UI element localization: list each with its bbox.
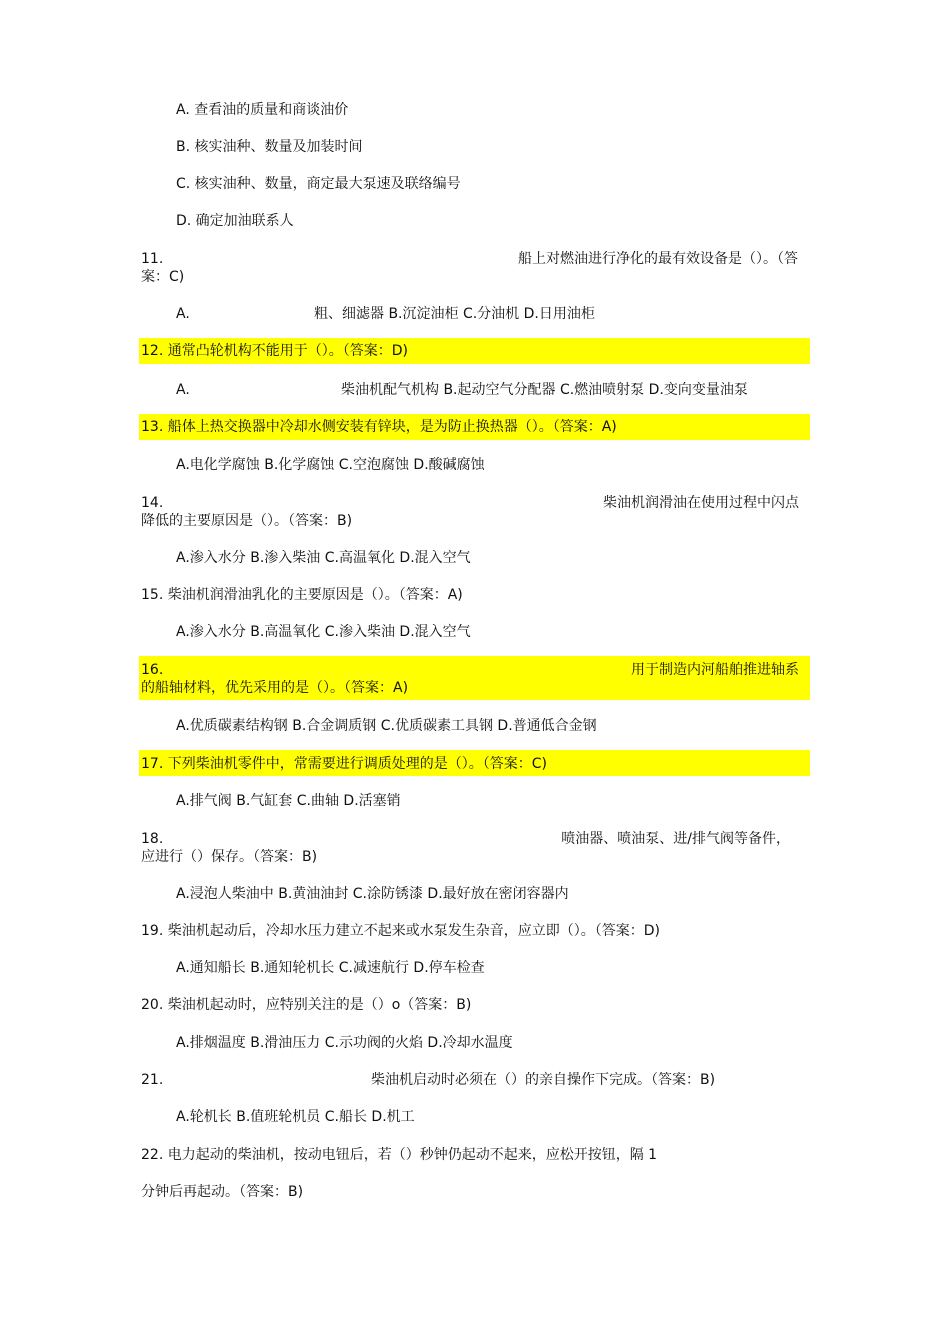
q17-question: 17. 下列柴油机零件中，常需要进行调质处理的是（）。（答案：C) [141, 756, 547, 772]
q16-question-cont: 的船轴材料，优先采用的是（）。（答案：A) [141, 680, 409, 696]
q15-question: 15. 柴油机润滑油乳化的主要原因是（）。（答案：A) [141, 587, 463, 603]
q21-options: A.轮机长 B.值班轮机员 C.船长 D.机工 [176, 1109, 415, 1125]
q16-question: 用于制造内河船舶推进轴系 [631, 662, 799, 678]
q10-option-a: A. 查看油的质量和商谈油价 [176, 102, 349, 118]
q18-options: A.浸泡人柴油中 B.黄油油封 C.涂防锈漆 D.最好放在密闭容器内 [176, 886, 569, 902]
q11-number: 11. [141, 251, 164, 267]
q18-number: 18. [141, 831, 164, 847]
q13-options: A.电化学腐蚀 B.化学腐蚀 C.空泡腐蚀 D.酸碱腐蚀 [176, 457, 485, 473]
q10-option-d: D. 确定加油联系人 [176, 213, 294, 229]
q20-question: 20. 柴油机起动时，应特别关注的是（）o（答案：B) [141, 997, 472, 1013]
q21-question: 柴油机启动时必须在（）的亲自操作下完成。（答案：B) [371, 1072, 716, 1088]
q14-options: A.渗入水分 B.渗入柴油 C.高温氧化 D.混入空气 [176, 550, 471, 566]
q12-option-label: A. [176, 382, 190, 398]
q16-options: A.优质碳素结构钢 B.合金调质钢 C.优质碳素工具钢 D.普通低合金钢 [176, 718, 597, 734]
q16-number: 16. [141, 662, 164, 678]
q11-option-label: A. [176, 306, 190, 322]
q11-options: 粗、细滤器 B.沉淀油柜 C.分油机 D.日用油柜 [314, 306, 595, 322]
q22-question-cont: 分钟后再起动。（答案：B) [141, 1184, 304, 1200]
q14-question-cont: 降低的主要原因是（）。（答案：B) [141, 513, 353, 529]
q11-question: 船上对燃油进行净化的最有效设备是（）。（答 [518, 251, 798, 267]
q10-option-b: B. 核实油种、数量及加装时间 [176, 139, 363, 155]
q21-number: 21. [141, 1072, 164, 1088]
q12-question: 12. 通常凸轮机构不能用于（）。（答案：D) [141, 343, 408, 359]
q18-question: 喷油器、喷油泵、进/排气阀等备件， [561, 831, 790, 847]
q14-number: 14. [141, 495, 164, 511]
q13-question: 13. 船体上热交换器中冷却水侧安装有锌块，是为防止换热器（）。（答案：A) [141, 419, 617, 435]
q19-options: A.通知船长 B.通知轮机长 C.减速航行 D.停车检查 [176, 960, 485, 976]
q10-option-c: C. 核实油种、数量，商定最大泵速及联络编号 [176, 176, 461, 192]
q20-options: A.排烟温度 B.滑油压力 C.示功阀的火焰 D.冷却水温度 [176, 1035, 513, 1051]
q14-question: 柴油机润滑油在使用过程中闪点 [603, 495, 799, 511]
q19-question: 19. 柴油机起动后，冷却水压力建立不起来或水泵发生杂音，应立即（）。（答案：D) [141, 923, 660, 939]
q15-options: A.渗入水分 B.高温氧化 C.渗入柴油 D.混入空气 [176, 624, 471, 640]
q11-question-cont: 案：C) [141, 269, 185, 285]
q12-options: 柴油机配气机构 B.起动空气分配器 C.燃油喷射泵 D.变向变量油泵 [341, 382, 748, 398]
q17-options: A.排气阀 B.气缸套 C.曲轴 D.活塞销 [176, 793, 401, 809]
q22-question: 22. 电力起动的柴油机，按动电钮后，若（）秒钟仍起动不起来，应松开按钮，隔 1 [141, 1147, 658, 1163]
q18-question-cont: 应进行（）保存。（答案：B) [141, 849, 318, 865]
